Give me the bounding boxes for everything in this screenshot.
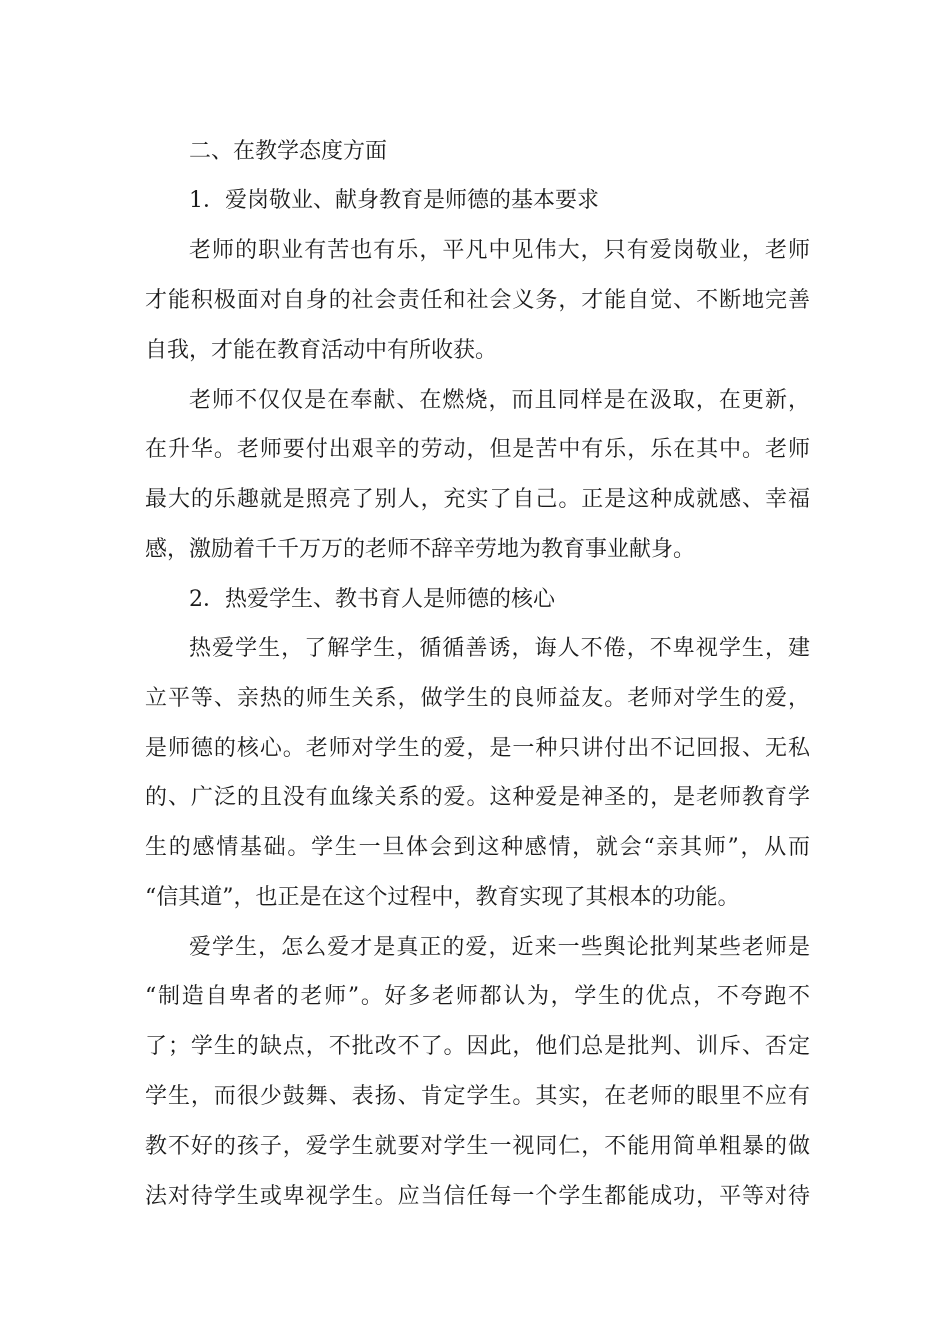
subsection-heading-2: 2．热爱学生、教书育人是师德的核心 [189, 587, 555, 612]
paragraph-line: 老师的职业有苦也有乐，平凡中见伟大，只有爱岗敬业，老师 [189, 238, 810, 263]
paragraph-line: 爱学生，怎么爱才是真正的爱，近来一些舆论批判某些老师是 [189, 935, 810, 960]
paragraph-line: 了；学生的缺点，不批改不了。因此，他们总是批判、训斥、否定 [145, 1034, 810, 1059]
paragraph-line: 法对待学生或卑视学生。应当信任每一个学生都能成功，平等对待 [145, 1184, 810, 1209]
paragraph-line: 自我，才能在教育活动中有所收获。 [145, 338, 498, 363]
paragraph-line: “信其道”，也正是在这个过程中，教育实现了其根本的功能。 [145, 885, 740, 910]
paragraph-line: 老师不仅仅是在奉献、在燃烧，而且同样是在汲取，在更新， [189, 388, 810, 413]
subsection-heading-1: 1．爱岗敬业、献身教育是师德的基本要求 [189, 188, 599, 213]
paragraph-line: 学生，而很少鼓舞、表扬、肯定学生。其实，在老师的眼里不应有 [145, 1084, 810, 1109]
paragraph-line: 生的感情基础。学生一旦体会到这种感情，就会“亲其师”，从而 [145, 835, 810, 860]
paragraph-line: 热爱学生，了解学生，循循善诱，诲人不倦，不卑视学生，建 [189, 636, 810, 661]
section-heading: 二、在教学态度方面 [189, 139, 388, 164]
paragraph-line: 是师德的核心。老师对学生的爱，是一种只讲付出不记回报、无私 [145, 736, 810, 761]
paragraph-line: 的、广泛的且没有血缘关系的爱。这种爱是神圣的，是老师教育学 [145, 785, 810, 810]
paragraph-line: 最大的乐趣就是照亮了别人，充实了自己。正是这种成就感、幸福 [145, 487, 810, 512]
paragraph-line: “制造自卑者的老师”。好多老师都认为，学生的优点，不夸跑不 [145, 984, 810, 1009]
paragraph-line: 立平等、亲热的师生关系，做学生的良师益友。老师对学生的爱， [145, 686, 810, 711]
paragraph-line: 在升华。老师要付出艰辛的劳动，但是苦中有乐，乐在其中。老师 [145, 437, 810, 462]
paragraph-line: 才能积极面对自身的社会责任和社会义务，才能自觉、不断地完善 [145, 288, 810, 313]
paragraph-line: 教不好的孩子，爱学生就要对学生一视同仁，不能用简单粗暴的做 [145, 1134, 810, 1159]
paragraph-line: 感，激励着千千万万的老师不辞辛劳地为教育事业献身。 [145, 537, 696, 562]
